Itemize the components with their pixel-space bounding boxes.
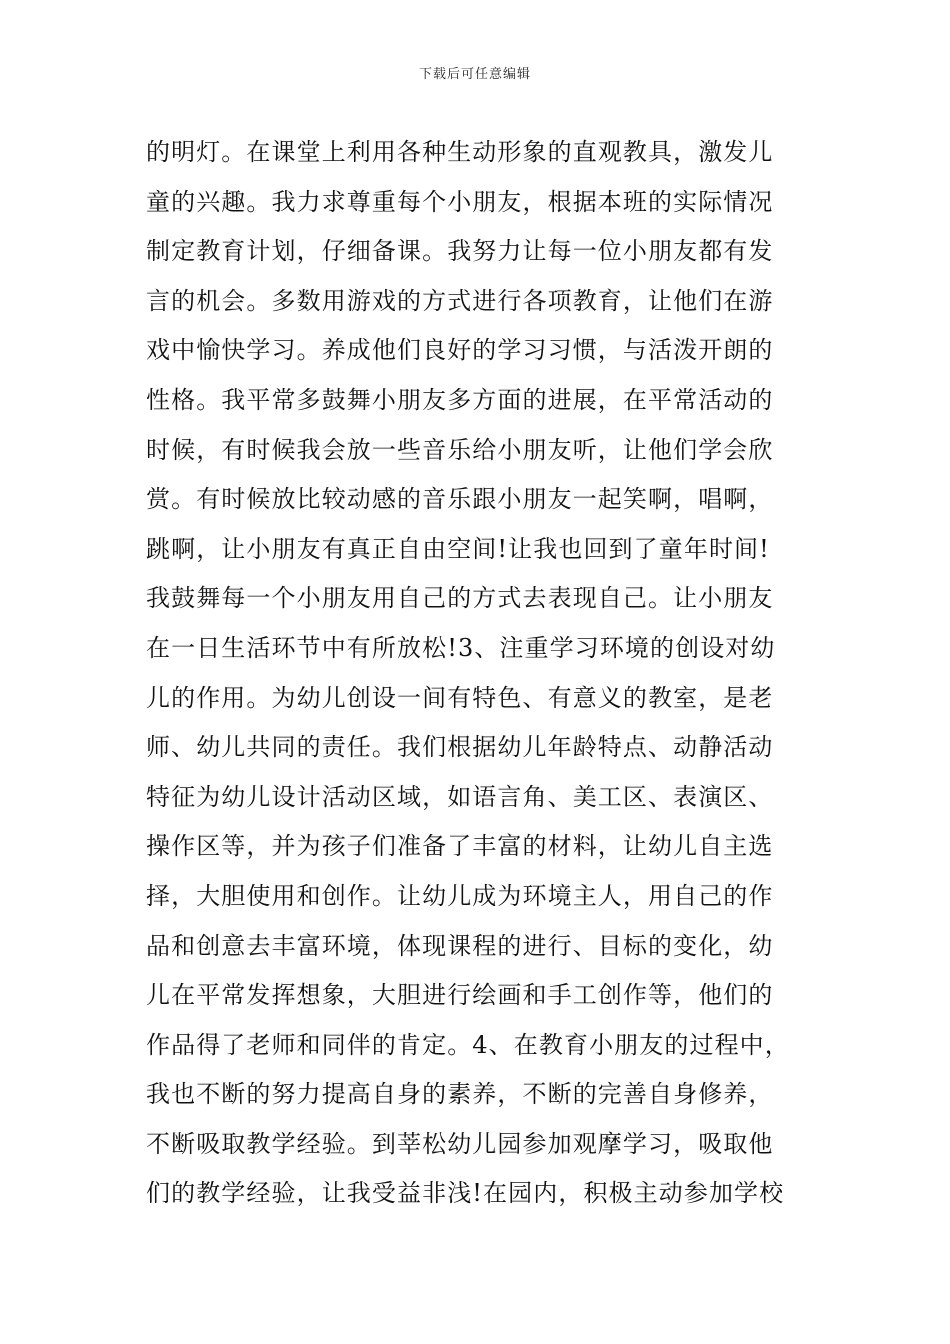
text-line: 我也不断的努力提高自身的素养，不断的完善自身修养，	[146, 1080, 774, 1109]
text-line: 特征为幼儿设计活动区域，如语言角、美工区、表演区、	[146, 782, 774, 811]
body-paragraph	[146, 128, 812, 1219]
text-line: 制定教育计划，仔细备课。我努力让每一位小朋友都有发	[146, 237, 774, 266]
text-line: 的明灯。在课堂上利用各种生动形象的直观教具，激发儿	[146, 138, 774, 166]
text-line: 在一日生活环节中有所放松!3、注重学习环境的创设对幼	[146, 633, 776, 662]
text-line: 戏中愉快学习。养成他们良好的学习习惯，与活泼开朗的	[146, 336, 774, 365]
text-line: 赏。有时候放比较动感的音乐跟小朋友一起笑啊，唱啊，	[146, 485, 774, 514]
text-line: 童的兴趣。我力求尊重每个小朋友，根据本班的实际情况	[146, 187, 774, 216]
text-line: 品和创意去丰富环境，体现课程的进行、目标的变化，幼	[146, 931, 774, 960]
text-line: 操作区等，并为孩子们准备了丰富的材料，让幼儿自主选	[146, 832, 774, 861]
page-header: 下载后可任意编辑	[418, 67, 531, 82]
text-line: 师、幼儿共同的责任。我们根据幼儿年龄特点、动静活动	[146, 733, 774, 762]
text-line: 时候，有时候我会放一些音乐给小朋友听，让他们学会欣	[146, 435, 774, 464]
text-line: 不断吸取教学经验。到莘松幼儿园参加观摩学习，吸取他	[146, 1129, 774, 1158]
text-line: 跳啊，让小朋友有真正自由空间!让我也回到了童年时间!	[146, 534, 770, 563]
text-line: 性格。我平常多鼓舞小朋友多方面的进展，在平常活动的	[146, 385, 774, 414]
text-line: 我鼓舞每一个小朋友用自己的方式去表现自己。让小朋友	[146, 584, 774, 613]
text-line: 们的教学经验，让我受益非浅!在园内，积极主动参加学校	[146, 1179, 785, 1208]
text-line: 儿在平常发挥想象，大胆进行绘画和手工创作等，他们的	[146, 981, 774, 1010]
text-line: 择，大胆使用和创作。让幼儿成为环境主人，用自己的作	[146, 881, 774, 910]
text-line: 言的机会。多数用游戏的方式进行各项教育，让他们在游	[146, 286, 774, 315]
text-line: 作品得了老师和同伴的肯定。4、在教育小朋友的过程中，	[146, 1030, 790, 1059]
text-line: 儿的作用。为幼儿创设一间有特色、有意义的教室，是老	[146, 683, 774, 712]
